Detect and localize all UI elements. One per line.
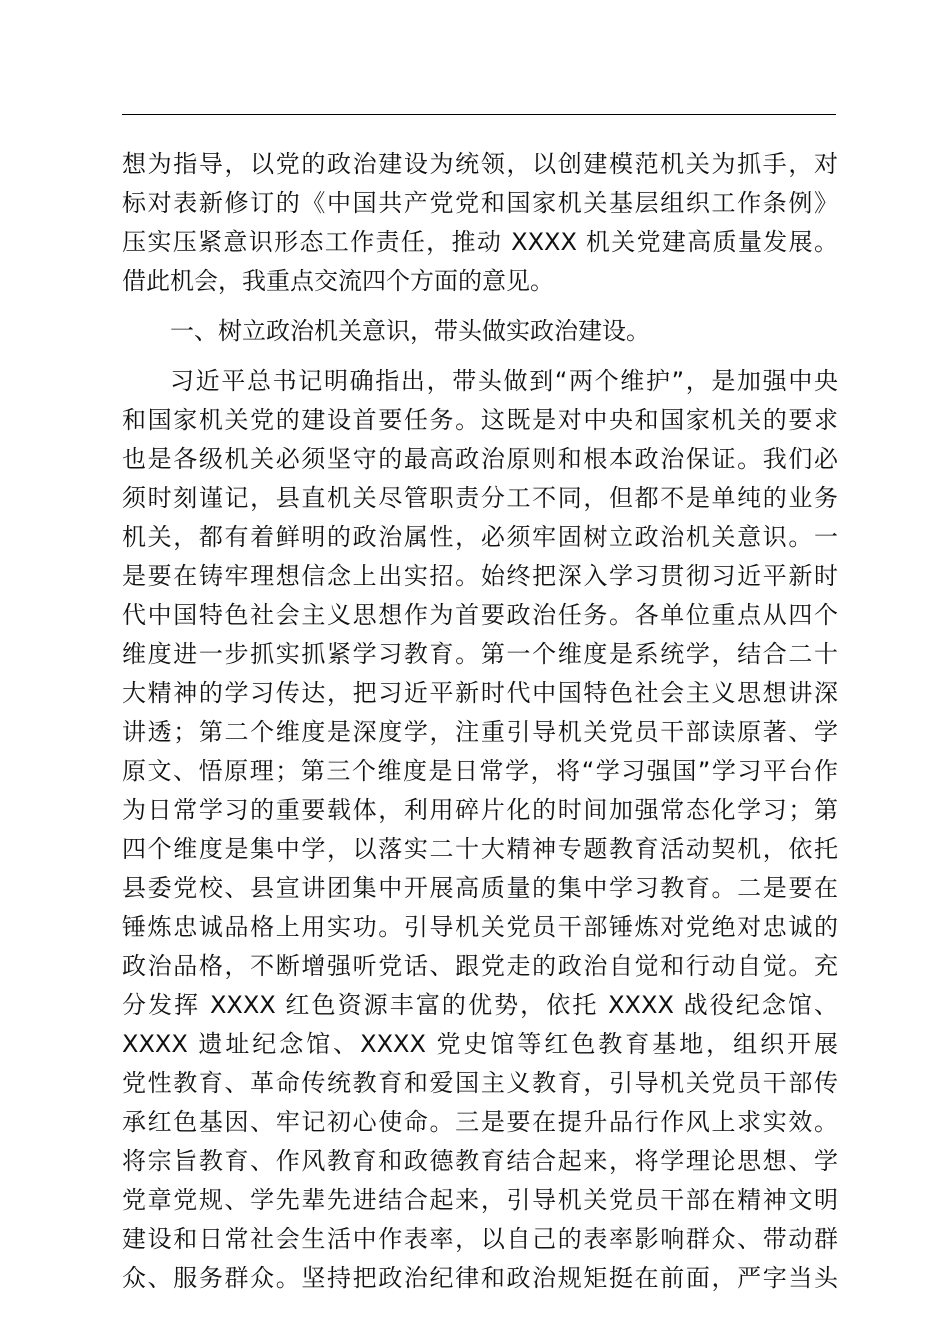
text-line: 众、服务群众。坚持把政治纪律和政治规矩挺在前面，严字当头 xyxy=(122,1264,838,1292)
text-line: 党性教育、革命传统教育和爱国主义教育，引导机关党员干部传 xyxy=(122,1069,838,1097)
text-line: 想为指导，以党的政治建设为统领，以创建模范机关为抓手，对 xyxy=(122,150,838,178)
text-line: 分发挥 XXXX 红色资源丰富的优势，依托 XXXX 战役纪念馆、 xyxy=(122,991,838,1019)
paragraph-body xyxy=(122,362,838,1298)
text-line: 标对表新修订的《中国共产党党和国家机关基层组织工作条例》 xyxy=(122,189,838,217)
text-line: 承红色基因、牢记初心使命。三是要在提升品行作风上求实效。 xyxy=(122,1108,838,1136)
text-line: 政治品格，不断增强听党话、跟党走的政治自觉和行动自觉。充 xyxy=(122,952,838,980)
section-heading xyxy=(122,312,838,351)
paragraph-intro xyxy=(122,145,838,301)
text-line: XXXX 遗址纪念馆、XXXX 党史馆等红色教育基地，组织开展 xyxy=(122,1030,838,1058)
text-line: 代中国特色社会主义思想作为首要政治任务。各单位重点从四个 xyxy=(122,601,838,629)
text-line: 习近平总书记明确指出，带头做到“两个维护”，是加强中央 xyxy=(170,367,838,395)
text-line: 讲透；第二个维度是深度学，注重引导机关党员干部读原著、学 xyxy=(122,718,838,746)
text-line: 原文、悟原理；第三个维度是日常学，将“学习强国”学习平台作 xyxy=(122,757,838,785)
text-line: 党章党规、学先辈先进结合起来，引导机关党员干部在精神文明 xyxy=(122,1186,838,1214)
text-line: 大精神的学习传达，把习近平新时代中国特色社会主义思想讲深 xyxy=(122,679,838,707)
text-line: 压实压紧意识形态工作责任，推动 XXXX 机关党建高质量发展。 xyxy=(122,228,838,256)
heading-text: 一、树立政治机关意识，带头做实政治建设。 xyxy=(170,317,650,345)
text-line: 借此机会，我重点交流四个方面的意见。 xyxy=(122,267,554,295)
text-line: 机关，都有着鲜明的政治属性，必须牢固树立政治机关意识。一 xyxy=(122,523,838,551)
text-line: 是要在铸牢理想信念上出实招。始终把深入学习贯彻习近平新时 xyxy=(122,562,838,590)
text-line: 须时刻谨记，县直机关尽管职责分工不同，但都不是单纯的业务 xyxy=(122,484,838,512)
document-body xyxy=(122,145,838,1298)
text-line: 和国家机关党的建设首要任务。这既是对中央和国家机关的要求 xyxy=(122,406,838,434)
text-line: 将宗旨教育、作风教育和政德教育结合起来，将学理论思想、学 xyxy=(122,1147,838,1175)
text-line: 四个维度是集中学，以落实二十大精神专题教育活动契机，依托 xyxy=(122,835,838,863)
text-line: 建设和日常社会生活中作表率，以自己的表率影响群众、带动群 xyxy=(122,1225,838,1253)
header-rule xyxy=(122,114,836,115)
text-line: 为日常学习的重要载体，利用碎片化的时间加强常态化学习；第 xyxy=(122,796,838,824)
text-line: 也是各级机关必须坚守的最高政治原则和根本政治保证。我们必 xyxy=(122,445,838,473)
text-line: 维度进一步抓实抓紧学习教育。第一个维度是系统学，结合二十 xyxy=(122,640,838,668)
text-line: 锤炼忠诚品格上用实功。引导机关党员干部锤炼对党绝对忠诚的 xyxy=(122,913,838,941)
text-line: 县委党校、县宣讲团集中开展高质量的集中学习教育。二是要在 xyxy=(122,874,838,902)
